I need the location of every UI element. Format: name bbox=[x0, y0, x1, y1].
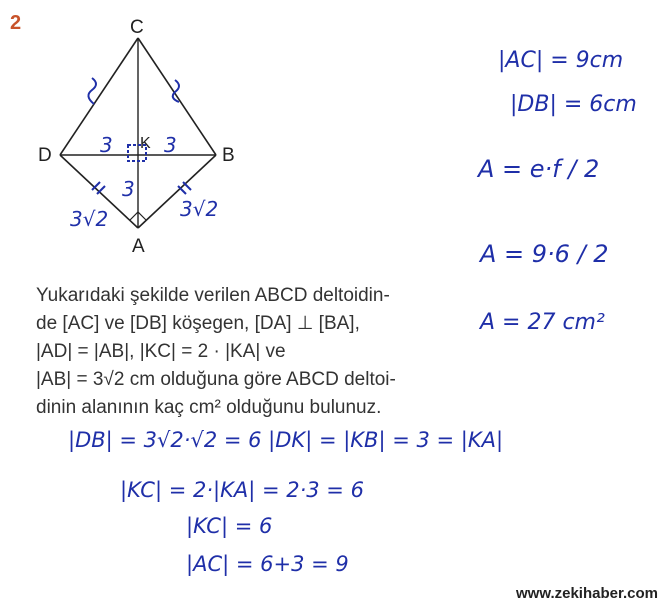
solution-line: |DB| = 3√2·√2 = 6 |DK| = |KB| = 3 = |KA| bbox=[68, 428, 504, 452]
kb-length-mark: 3 bbox=[164, 133, 177, 157]
problem-text bbox=[36, 282, 466, 422]
problem-line: |AB| = 3√2 cm olduğuna göre ABCD deltoi- bbox=[36, 369, 396, 390]
point-k-label: K bbox=[140, 135, 151, 152]
site-footer[interactable]: www.zekihaber.com bbox=[516, 585, 658, 602]
ab-length-mark: 3√2 bbox=[180, 197, 219, 221]
problem-line: dinin alanının kaç cm² olduğunu bulunuz. bbox=[36, 397, 382, 418]
note-db: |DB| = 6cm bbox=[510, 92, 637, 117]
question-number: 2 bbox=[10, 12, 22, 34]
vertex-a-label: A bbox=[132, 236, 145, 257]
problem-line: de [AC] ve [DB] köşegen, [DA] ⊥ [BA], bbox=[36, 313, 360, 334]
solution-line: |KC| = 2·|KA| = 2·3 = 6 bbox=[120, 478, 364, 502]
problem-line: |AD| = |AB|, |KC| = 2 · |KA| ve bbox=[36, 341, 286, 362]
ka-length-mark: 3 bbox=[122, 177, 135, 201]
problem-line: Yukarıdaki şekilde verilen ABCD deltoidin- bbox=[36, 285, 390, 306]
note-area-result: A = 27 cm² bbox=[480, 310, 605, 335]
vertex-b-label: B bbox=[222, 145, 235, 166]
ad-length-mark: 3√2 bbox=[70, 207, 109, 231]
note-ac: |AC| = 9cm bbox=[498, 48, 624, 73]
vertex-c-label: C bbox=[130, 17, 144, 38]
note-area-formula: A = e·f / 2 bbox=[478, 155, 600, 183]
note-area-substitution: A = 9·6 / 2 bbox=[480, 240, 609, 268]
solution-line: |AC| = 6+3 = 9 bbox=[186, 552, 349, 576]
solution-line: |KC| = 6 bbox=[186, 514, 273, 538]
dk-length-mark: 3 bbox=[100, 133, 113, 157]
vertex-d-label: D bbox=[38, 145, 52, 166]
